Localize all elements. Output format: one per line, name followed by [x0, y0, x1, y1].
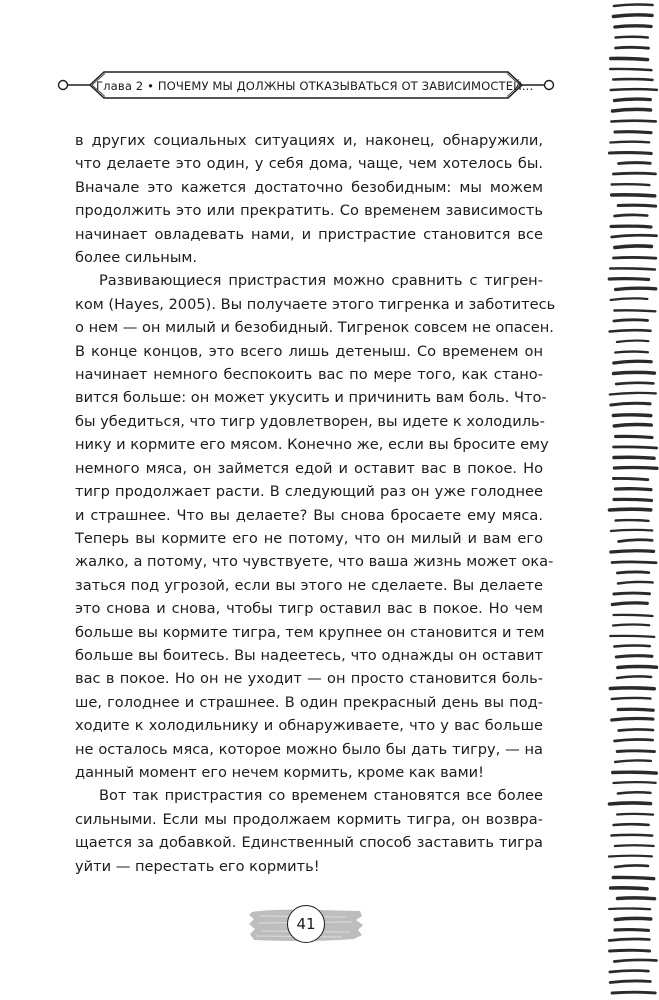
edge-dash: [617, 341, 648, 342]
edge-dash: [618, 205, 655, 206]
edge-dash: [617, 676, 651, 678]
page-edge-decoration: [597, 0, 659, 1000]
text-line: что делаете это один, у себя дома, чаще, чем хотелось бы.: [75, 155, 543, 173]
edge-dash: [614, 4, 653, 6]
paragraph: [75, 784, 543, 878]
body-text: [75, 129, 556, 878]
edge-dash: [616, 656, 652, 657]
edge-dash: [618, 792, 651, 793]
edge-dash: [613, 478, 647, 479]
edge-dash: [616, 37, 648, 38]
text-line: вится больше: он может укусить и причинить вам боль. Что-: [75, 389, 547, 407]
edge-dash: [611, 530, 652, 531]
edge-dash: [610, 509, 651, 510]
text-line: продолжить это или прекратить. Со временем зависимость: [75, 202, 543, 220]
edge-dash: [611, 121, 655, 122]
edge-dash: [615, 132, 651, 133]
text-line: заться под угрозой, если вы этого не сделаете. Вы делаете: [75, 576, 543, 594]
edge-dash: [618, 709, 653, 710]
edge-dash: [609, 939, 649, 941]
header-bullet: •: [147, 79, 155, 93]
text-line: тигр продолжает расти. В следующий раз он уже голоднее: [75, 483, 543, 501]
edge-dash: [614, 257, 656, 258]
edge-dash: [615, 918, 650, 919]
edge-dash: [614, 457, 654, 458]
edge-dash: [614, 361, 651, 363]
chapter-title: ПОЧЕМУ МЫ ДОЛЖНЫ ОТКАЗЫВАТЬСЯ ОТ ЗАВИСИМОСТЕЙ...: [157, 79, 534, 93]
edge-dash: [611, 551, 654, 552]
edge-dash: [614, 593, 650, 594]
edge-dash: [617, 814, 653, 815]
edge-dash: [614, 960, 656, 962]
edge-dash: [613, 79, 652, 80]
edge-dash: [614, 424, 651, 426]
edge-dash: [612, 698, 651, 699]
edge-dash: [614, 320, 648, 321]
edge-dash: [613, 15, 652, 17]
edge-dash: [612, 184, 650, 185]
text-line: ходите к холодильнику и обнаруживаете, что у вас больше: [75, 717, 543, 735]
edge-dash: [610, 69, 651, 70]
edge-dash: [609, 153, 651, 154]
paragraph: [75, 269, 556, 784]
text-line: уйти — перестать его кормить!: [75, 857, 320, 875]
edge-dash: [609, 856, 652, 857]
chapter-label: Глава 2: [96, 79, 144, 93]
text-line: Развивающиеся пристрастия можно сравнить с тигрен-: [99, 272, 543, 290]
edge-dash: [610, 268, 655, 269]
edge-dash: [617, 898, 654, 899]
text-line: сильными. Если мы продолжаем кормить тигра, он возвра-: [75, 810, 543, 828]
edge-dash: [609, 908, 650, 909]
text-line: ком (Hayes, 2005). Вы получаете этого тигренка и заботитесь: [75, 295, 556, 313]
edge-dash: [616, 489, 651, 490]
edge-dash: [616, 520, 649, 521]
edge-dash: [614, 645, 649, 646]
page-number: 41: [296, 915, 316, 933]
edge-dash: [615, 760, 651, 762]
edge-dash: [613, 772, 656, 773]
edge-dash: [613, 782, 655, 783]
edge-dash: [610, 950, 650, 951]
edge-dash: [613, 415, 650, 416]
edge-dash: [615, 845, 654, 846]
text-line: В конце концов, это всего лишь детеныш. Со временем он: [75, 342, 543, 360]
text-line: Теперь вы кормите его не потому, что он милый и вам его: [75, 529, 543, 547]
edge-dash: [619, 729, 653, 730]
edge-dash: [614, 310, 655, 311]
text-line: данный момент его нечем кормить, кроме как вами!: [75, 763, 484, 781]
edge-dash: [611, 226, 651, 227]
text-line: больше вы кормите тигра, тем крупнее он становится и тем: [75, 623, 545, 641]
edge-dash: [610, 636, 654, 637]
edge-dash: [617, 572, 648, 573]
edge-dash: [614, 372, 655, 373]
edge-dash: [610, 393, 656, 395]
banner-left-ornament: [59, 81, 68, 90]
edge-dash: [613, 625, 649, 626]
edge-dash: [615, 739, 653, 741]
edge-dash: [614, 447, 657, 448]
edge-dash: [614, 615, 653, 616]
edge-dash: [612, 719, 653, 720]
edge-dash: [611, 888, 647, 889]
text-line: Вначале это кажется достаточно безобидным: мы можем: [75, 178, 543, 196]
edge-dash: [616, 47, 649, 48]
edge-dash: [615, 930, 648, 931]
chapter-header-text: [96, 76, 534, 96]
text-line: Вот так пристрастия со временем становятся все более: [99, 787, 543, 805]
edge-dash: [613, 877, 653, 878]
text-line: начинает немного беспокоить вас по мере того, как стано-: [75, 366, 543, 384]
edge-dash: [614, 467, 656, 468]
text-line: и страшнее. Что вы делаете? Вы снова бросаете ему мяса.: [75, 506, 543, 524]
text-line: щается за добавкой. Единственный способ заставить тигра: [75, 834, 543, 852]
edge-dash: [614, 824, 649, 825]
edge-dash: [611, 835, 652, 836]
text-line: больше вы боитесь. Вы надеетесь, что однажды он оставит: [75, 646, 543, 664]
edge-dash: [614, 499, 651, 500]
edge-dash: [612, 992, 655, 993]
text-line: ше, голоднее и страшнее. В один прекрасный день вы под-: [75, 693, 543, 711]
edge-dash: [616, 383, 653, 384]
edge-dash: [611, 298, 648, 300]
edge-dash: [612, 235, 657, 237]
edge-dash: [619, 540, 653, 542]
edge-dash: [615, 865, 648, 867]
edge-dash: [615, 26, 651, 27]
text-line: жалко, а потому, что чувствуете, что ваша жизнь может ока-: [75, 553, 554, 571]
edge-dash: [616, 436, 652, 437]
text-line: вас в покое. Но он не уходит — он просто становится боль-: [75, 670, 543, 688]
edge-dash: [613, 109, 651, 111]
paragraph: [75, 129, 543, 269]
edge-dash: [612, 603, 647, 605]
edge-dash: [610, 688, 654, 689]
edge-dash: [617, 751, 654, 752]
edge-dash: [611, 403, 650, 405]
text-line: немного мяса, он займется едой и оставит вас в покое. Но: [75, 459, 543, 477]
text-line: не осталось мяса, которое можно было бы дать тигру, — на: [75, 740, 543, 758]
text-line: о нем — он милый и безобидный. Тигренок совсем не опасен.: [75, 319, 554, 337]
edge-dash: [612, 195, 655, 196]
edge-dash: [615, 246, 652, 248]
edge-dash: [610, 803, 651, 804]
banner-right-ornament: [545, 81, 554, 90]
text-line: бы убедиться, что тигр удовлетворен, вы идете к холодиль-: [75, 412, 545, 430]
edge-dash: [619, 163, 651, 164]
edge-dash: [611, 58, 648, 59]
edge-dash: [609, 279, 648, 280]
text-line: в других социальных ситуациях и, наконец, обнаружили,: [75, 132, 543, 149]
edge-dash: [615, 352, 648, 353]
edge-dash: [610, 971, 649, 972]
edge-dash: [611, 89, 657, 90]
edge-dash: [616, 288, 656, 289]
edge-dash: [615, 215, 648, 216]
text-line: это снова и снова, чтобы тигр оставил вас в покое. Но чем: [75, 600, 543, 618]
edge-dash: [614, 99, 650, 100]
edge-dash: [618, 582, 653, 584]
text-line: нику и кормите его мясом. Конечно же, если вы бросите ему: [75, 436, 549, 454]
text-line: начинает овладевать нами, и пристрастие становится все: [75, 225, 543, 243]
edge-dash: [618, 667, 657, 668]
edge-dash: [610, 981, 650, 983]
text-line: более сильным.: [75, 249, 198, 267]
edge-dash: [613, 173, 655, 174]
edge-dash: [612, 562, 656, 563]
edge-dash: [610, 330, 651, 331]
edge-dash: [610, 142, 649, 143]
